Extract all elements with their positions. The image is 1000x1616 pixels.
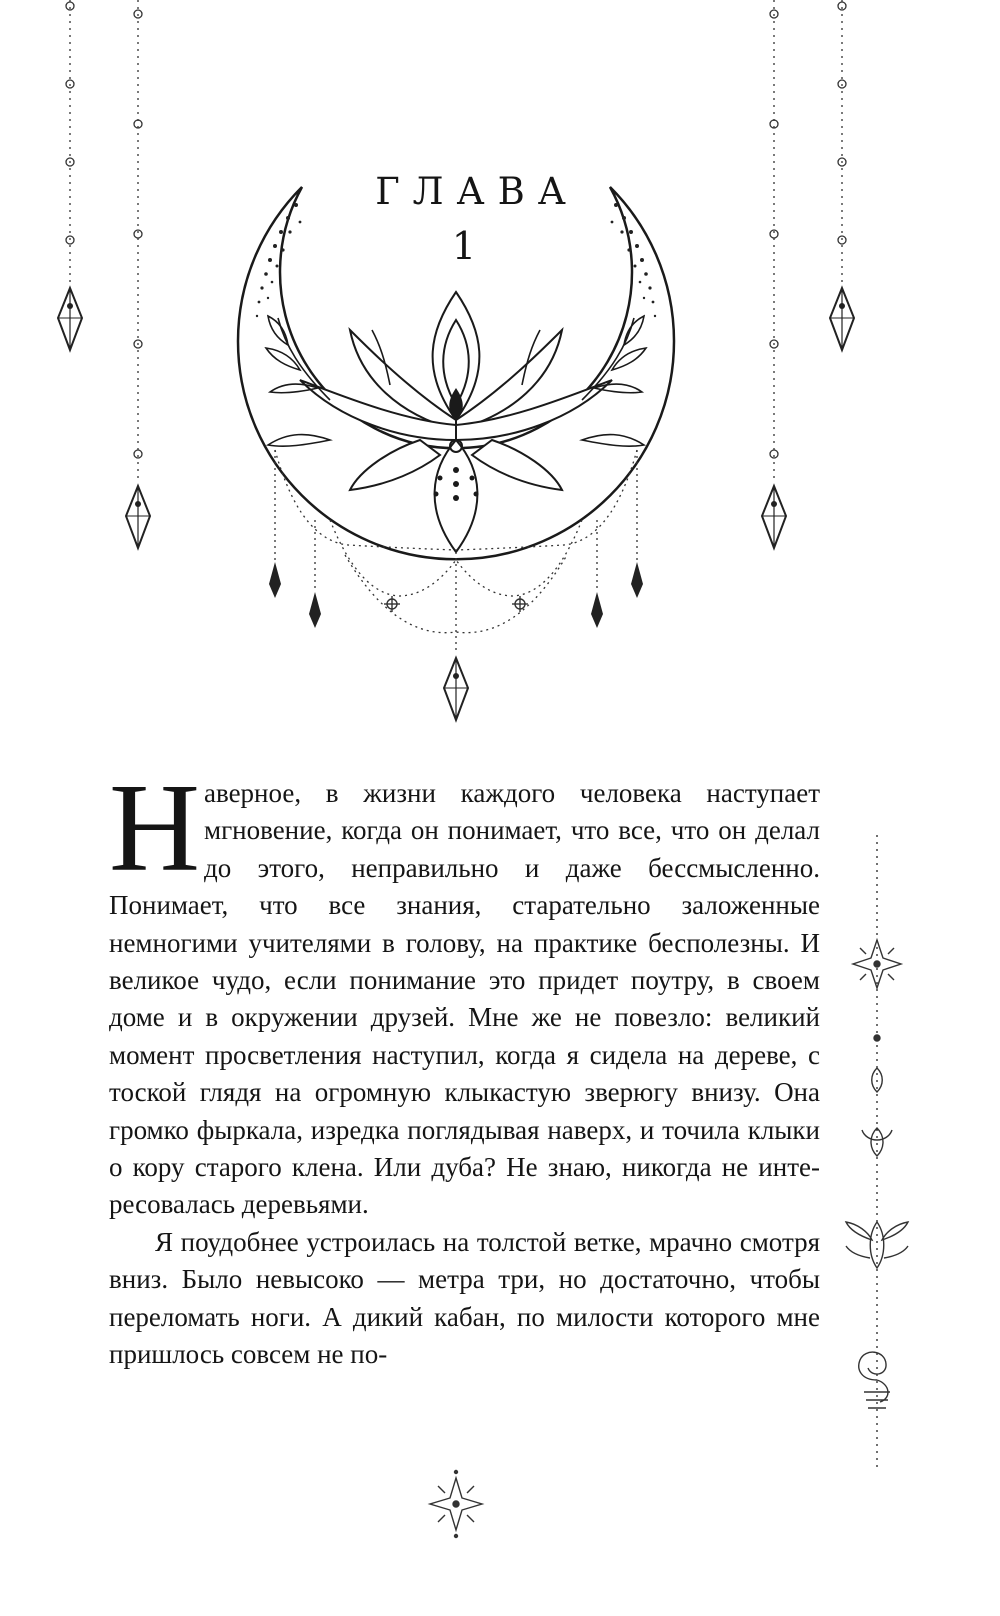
- chapter-label: ГЛАВА: [375, 170, 579, 213]
- drop-cap: Н: [109, 759, 200, 898]
- paragraph: [109, 759, 820, 1224]
- hanging-crystal-icon: [126, 0, 150, 548]
- star-flourish-icon: [430, 1471, 482, 1538]
- paragraph: Я поудобнее устроилась на толстой ветке, мрачно смотря вниз. Было невысоко — метра три, но достаточно, чтобы переломать ноги. А дикий кабан, по милости которого мне пришлось совсем не по-: [109, 1226, 820, 1370]
- hanging-crystal-icon: [762, 0, 786, 548]
- vertical-flourish-icon: [846, 835, 908, 1470]
- chapter-number: 1: [451, 224, 477, 268]
- chapter-body: [109, 759, 820, 1374]
- paragraph-text: аверное, в жизни каждого человека наступает мгновение, когда он понимает, что все, что он делал до этого, неправильно и даже бессмысленно. Понимает, что все знания, старательно заложенные немногими учителями в голову, на практике бесполезны. И великое чудо, если понимание это придет поутру, в своем доме и в окружении друзей. Мне же не повезло: великий момент просветления наступил, когда я сидела на дереве, с тоской глядя на огромную клыкастую зверюгу внизу. Она громко фыркала, изредка поглядывая наверх, и точила клыки о кору старого клена. Или дуба? Не знаю, никогда не интересовалась деревьями.: [109, 778, 820, 1220]
